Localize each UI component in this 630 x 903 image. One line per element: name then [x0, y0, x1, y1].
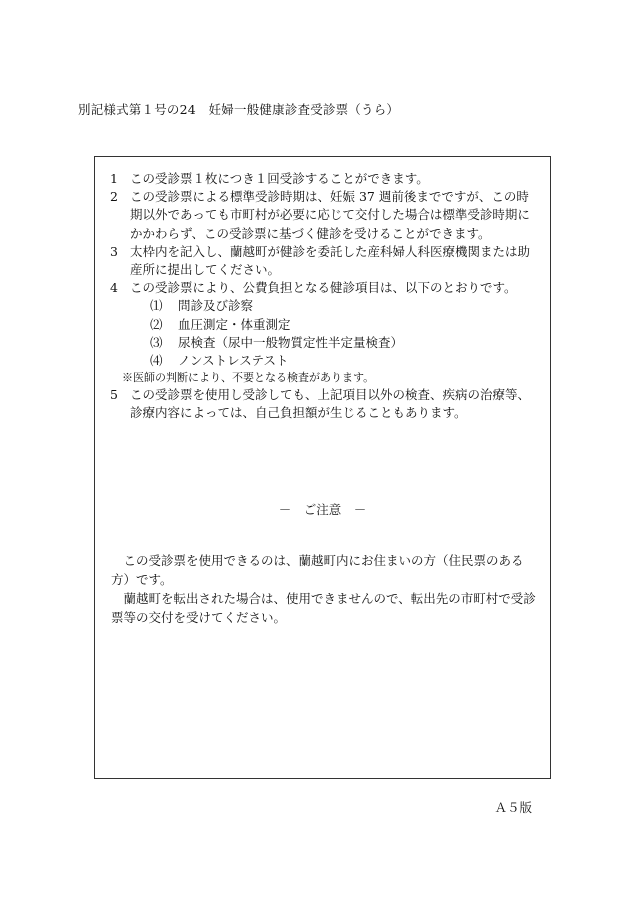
note-item-5 [108, 386, 540, 422]
caution-body [111, 551, 539, 627]
note-text: この受診票による標準受診時期は、妊娠 37 週前後までですが、この時期以外であっても市町村が必要に応じて交付した場合は標準受診時期にかかわらず、この受診票に基づく健診を受けることができます。 [130, 189, 530, 241]
note-item-4 [108, 279, 540, 297]
checkup-item [150, 352, 540, 370]
caution-paragraph: この受診票を使用できるのは、蘭越町内にお住まいの方（住民票のある方）です。 [111, 553, 524, 587]
form-title: 別記様式第１号の24 妊婦一般健康診査受診票（うら） [78, 102, 400, 117]
paper-size-label: Ａ５版 [494, 800, 532, 815]
checkup-item-number: ⑴ [150, 298, 163, 314]
checkup-item-label: 尿検査（尿中一般物質定性半定量検査） [178, 334, 404, 350]
checkup-item [150, 297, 540, 315]
checkup-item [150, 316, 540, 334]
note-item-1 [108, 170, 540, 188]
checkup-item-number: ⑶ [150, 334, 163, 350]
note-text: 太枠内を記入し、蘭越町が健診を委託した産科婦人科医療機関または助産所に提出してください。 [130, 243, 531, 278]
checkup-item-list [150, 297, 540, 370]
checkup-item-number: ⑵ [150, 316, 163, 332]
caution-paragraph: 蘭越町を転出された場合は、使用できませんので、転出先の市町村で受診票等の交付を受けてください。 [111, 591, 536, 625]
note-text: この受診票を使用し受診しても、上記項目以外の検査、疾病の治療等、診療内容によっては、自己負担額が生じることもあります。 [130, 387, 531, 421]
notes-list [108, 170, 540, 423]
note-number: 4 [110, 280, 118, 296]
note-item-2 [108, 188, 540, 243]
note-text: この受診票により、公費負担となる健診項目は、以下のとおりです。 [130, 280, 517, 296]
note-item-3 [108, 243, 540, 279]
doctor-judgment-remark: ※医師の判断により、不要となる検査があります。 [122, 371, 375, 385]
checkup-item [150, 334, 540, 352]
caution-heading: － ご注意 － [278, 502, 367, 517]
note-number: 1 [110, 171, 118, 186]
checkup-item-number: ⑷ [150, 353, 163, 369]
note-number: 3 [110, 243, 118, 259]
checkup-item-label: ノンストレステスト [178, 353, 289, 369]
checkup-item-label: 血圧測定・体重測定 [178, 316, 291, 332]
checkup-item-label: 問診及び診察 [178, 298, 254, 314]
note-text: この受診票１枚につき１回受診することができます。 [130, 171, 429, 186]
note-number: 5 [110, 387, 118, 403]
note-number: 2 [110, 189, 118, 205]
